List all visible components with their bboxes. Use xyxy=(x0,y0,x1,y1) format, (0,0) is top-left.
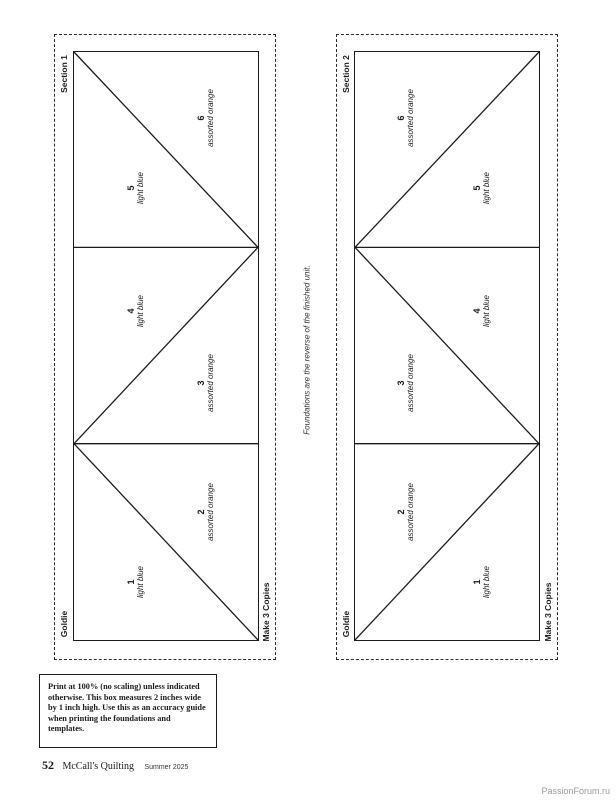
section-2-pattern-name: Goldie xyxy=(341,610,351,638)
piece-fabric: assorted orange xyxy=(406,354,415,412)
seam-line xyxy=(355,247,539,443)
print-accuracy-guide-box: Print at 100% (no scaling) unless indicated otherwise. This box measures 2 inches wide by 1 inch high. Use this as an accuracy guide when printing the foundations and templates. xyxy=(39,674,217,748)
piece-fabric: assorted orange xyxy=(206,89,215,147)
piece-number: 3 xyxy=(196,380,206,386)
piece-number: 1 xyxy=(472,579,482,585)
piece-fabric: light blue xyxy=(482,171,491,205)
piece-fabric: assorted orange xyxy=(206,354,215,412)
piece-fabric: light blue xyxy=(136,565,145,599)
foundation-orientation-note: Foundations are the reverse of the finished unit. xyxy=(302,265,312,435)
section-2-piece-4 xyxy=(472,295,492,327)
section-2-piece-3 xyxy=(396,354,416,412)
section-1-foundation xyxy=(73,51,259,641)
section-2-label: Section 2 xyxy=(341,55,351,93)
section-1-pattern-name: Goldie xyxy=(59,610,69,638)
page-footer xyxy=(42,756,188,774)
piece-number: 2 xyxy=(396,509,406,515)
page-number: 52 xyxy=(42,758,54,772)
section-1-piece-6 xyxy=(196,89,216,147)
piece-number: 6 xyxy=(196,115,206,121)
seam-line xyxy=(355,444,539,640)
piece-fabric: light blue xyxy=(136,294,145,328)
section-1-piece-5 xyxy=(126,172,146,204)
section-2-foundation xyxy=(354,51,540,641)
piece-number: 2 xyxy=(196,509,206,515)
section-2-piece-2 xyxy=(396,483,416,541)
section-1-piece-2 xyxy=(196,483,216,541)
section-2-seam-lines xyxy=(355,52,539,640)
piece-fabric: light blue xyxy=(136,171,145,205)
section-2-piece-5 xyxy=(472,172,492,204)
magazine-title: McCall's Quilting xyxy=(62,761,134,772)
section-1-label: Section 1 xyxy=(59,55,69,93)
piece-fabric: light blue xyxy=(482,294,491,328)
section-1-piece-4 xyxy=(126,295,146,327)
piece-fabric: assorted orange xyxy=(406,89,415,147)
piece-number: 6 xyxy=(396,115,406,121)
piece-number: 5 xyxy=(126,185,136,191)
seam-line xyxy=(74,247,258,443)
piece-number: 1 xyxy=(126,579,136,585)
site-watermark: PassionForum.ru xyxy=(541,786,610,796)
piece-fabric: assorted orange xyxy=(406,483,415,541)
section-1-copies-label: Make 3 Copies xyxy=(261,582,271,642)
piece-fabric: assorted orange xyxy=(206,483,215,541)
section-2-piece-6 xyxy=(396,89,416,147)
section-1-seam-lines xyxy=(74,52,258,640)
section-2-copies-label: Make 3 Copies xyxy=(543,582,553,642)
piece-number: 4 xyxy=(126,308,136,314)
seam-line xyxy=(74,52,258,247)
piece-number: 4 xyxy=(472,308,482,314)
piece-number: 3 xyxy=(396,380,406,386)
seam-line xyxy=(74,444,258,640)
section-2-piece-1 xyxy=(472,566,492,598)
piece-number: 5 xyxy=(472,185,482,191)
piece-fabric: light blue xyxy=(482,565,491,599)
seam-line xyxy=(355,52,539,247)
section-1-piece-3 xyxy=(196,354,216,412)
issue-date: Summer 2025 xyxy=(144,764,189,771)
section-1-piece-1 xyxy=(126,566,146,598)
